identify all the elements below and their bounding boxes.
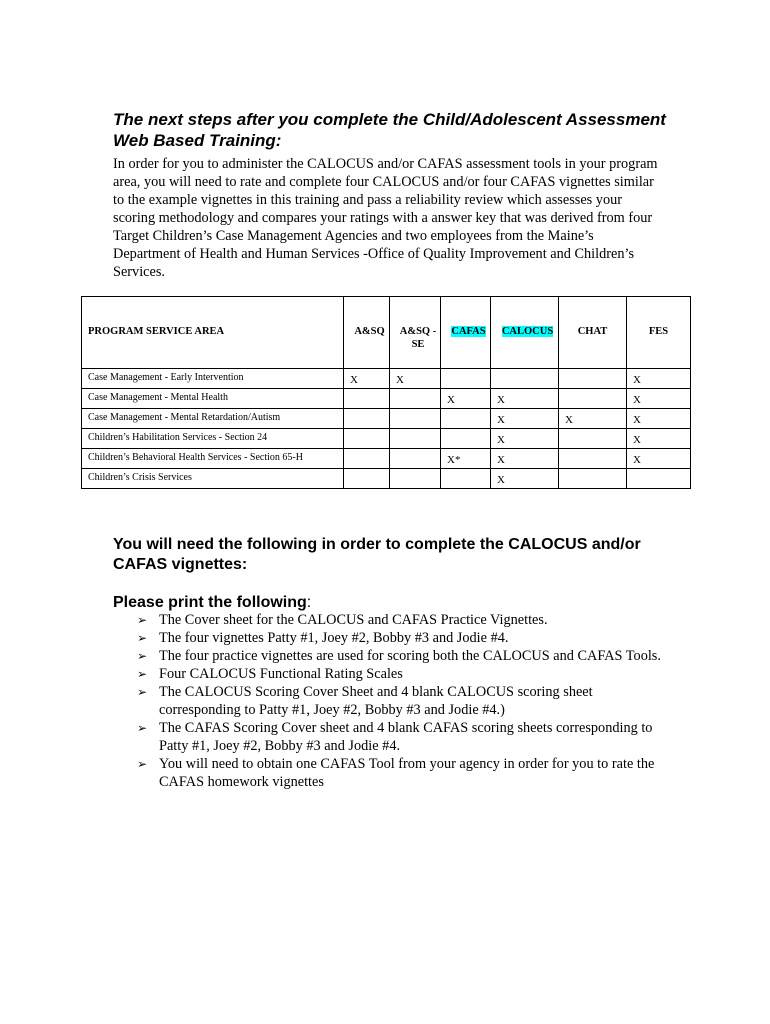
cell-cafas	[441, 429, 491, 449]
table-header-row	[82, 297, 691, 369]
arrowhead-bullet-icon: ➢	[137, 667, 148, 681]
cell-cafas	[441, 469, 491, 489]
list-item-text: Four CALOCUS Functional Rating Scales	[159, 666, 403, 682]
print-list-heading-text: Please print the following	[113, 594, 307, 611]
list-item	[113, 719, 673, 755]
header-chat: CHAT	[559, 297, 627, 369]
cell-asq	[344, 449, 390, 469]
cell-chat	[559, 389, 627, 409]
cell-asq	[344, 469, 390, 489]
header-fes: FES	[627, 297, 691, 369]
cell-asq-se	[390, 389, 441, 409]
cell-fes: X	[627, 409, 691, 429]
cell-asq-se	[390, 469, 441, 489]
table-row	[82, 409, 691, 429]
print-list-heading-colon: :	[306, 594, 312, 611]
row-area: Case Management - Mental Health	[82, 389, 344, 409]
cell-cafas	[441, 369, 491, 389]
cell-calocus: X	[491, 469, 559, 489]
cell-asq	[344, 409, 390, 429]
cell-asq-se: X	[390, 369, 441, 389]
cell-fes: X	[627, 429, 691, 449]
row-area: Children’s Crisis Services	[82, 469, 344, 489]
cell-chat: X	[559, 409, 627, 429]
arrowhead-bullet-icon: ➢	[137, 685, 148, 699]
cell-cafas: X	[441, 389, 491, 409]
cell-fes: X	[627, 449, 691, 469]
cell-fes: X	[627, 369, 691, 389]
list-item	[113, 611, 673, 629]
cell-asq-se	[390, 409, 441, 429]
list-item-text: The Cover sheet for the CALOCUS and CAFAS Practice Vignettes.	[159, 612, 548, 628]
cell-asq	[344, 389, 390, 409]
cell-calocus: X	[491, 409, 559, 429]
cell-cafas	[441, 409, 491, 429]
cell-cafas: X*	[441, 449, 491, 469]
arrowhead-bullet-icon: ➢	[137, 649, 148, 663]
table-row	[82, 469, 691, 489]
list-item	[113, 665, 673, 683]
row-area: Case Management - Early Intervention	[82, 369, 344, 389]
arrowhead-bullet-icon: ➢	[137, 613, 148, 627]
cell-asq-se	[390, 449, 441, 469]
table-row	[82, 389, 691, 409]
header-calocus-label: CALOCUS	[501, 326, 554, 337]
cell-asq: X	[344, 369, 390, 389]
list-item-text: The four practice vignettes are used for scoring both the CALOCUS and CAFAS Tools.	[159, 648, 661, 664]
print-list	[113, 611, 673, 791]
cell-calocus: X	[491, 389, 559, 409]
arrowhead-bullet-icon: ➢	[137, 721, 148, 735]
row-area: Case Management - Mental Retardation/Autism	[82, 409, 344, 429]
cell-chat	[559, 449, 627, 469]
cell-fes	[627, 469, 691, 489]
header-calocus	[491, 297, 559, 369]
list-item	[113, 647, 673, 665]
cell-chat	[559, 469, 627, 489]
row-area: Children’s Habilitation Services - Section 24	[82, 429, 344, 449]
header-cafas	[441, 297, 491, 369]
header-cafas-label: CAFAS	[451, 326, 486, 337]
requirements-heading: You will need the following in order to complete the CALOCUS and/or CAFAS vignettes:	[113, 536, 641, 573]
arrowhead-bullet-icon: ➢	[137, 757, 148, 771]
list-item-text: The CAFAS Scoring Cover sheet and 4 blank CAFAS scoring sheets corresponding to Patty #1, Joey #2, Bobby #3 and Jodie #4.	[159, 720, 653, 754]
cell-asq-se	[390, 429, 441, 449]
list-item-text: The CALOCUS Scoring Cover Sheet and 4 blank CALOCUS scoring sheet corresponding to Patty #1, Joey #2, Bobby #3 and Jodie #4.)	[159, 684, 593, 718]
list-item-text: You will need to obtain one CAFAS Tool from your agency in order for you to rate the CAFAS homework vignettes	[159, 756, 655, 790]
cell-calocus	[491, 369, 559, 389]
row-area: Children’s Behavioral Health Services - Section 65-H	[82, 449, 344, 469]
arrowhead-bullet-icon: ➢	[137, 631, 148, 645]
cell-asq	[344, 429, 390, 449]
list-item	[113, 629, 673, 647]
table-row	[82, 429, 691, 449]
list-item	[113, 755, 673, 791]
table-row	[82, 369, 691, 389]
next-steps-heading: The next steps after you complete the Child/Adolescent Assessment Web Based Training:	[113, 110, 666, 150]
list-item	[113, 683, 673, 719]
print-list-heading	[113, 593, 311, 613]
header-program-service-area: PROGRAM SERVICE AREA	[82, 297, 344, 369]
program-service-table	[81, 296, 691, 489]
list-item-text: The four vignettes Patty #1, Joey #2, Bobby #3 and Jodie #4.	[159, 630, 509, 646]
cell-calocus: X	[491, 429, 559, 449]
cell-calocus: X	[491, 449, 559, 469]
header-asq: A&SQ	[344, 297, 390, 369]
header-asq-se: A&SQ -SE	[390, 297, 441, 369]
table-row	[82, 449, 691, 469]
cell-chat	[559, 369, 627, 389]
intro-paragraph: In order for you to administer the CALOCUS and/or CAFAS assessment tools in your program area, you will need to rate and complete four CALOCUS and/or four CAFAS vignettes similar to the example vignettes in this training and pass a reliability review which assesses your scoring methodology and compares your ratings with a answer key that was derived from four Target Children’s Case Management Agencies and two employees from the Maine’s Department of Health and Human Services -Office of Quality Improvement and Children’s Services.	[113, 156, 658, 280]
cell-fes: X	[627, 389, 691, 409]
cell-chat	[559, 429, 627, 449]
